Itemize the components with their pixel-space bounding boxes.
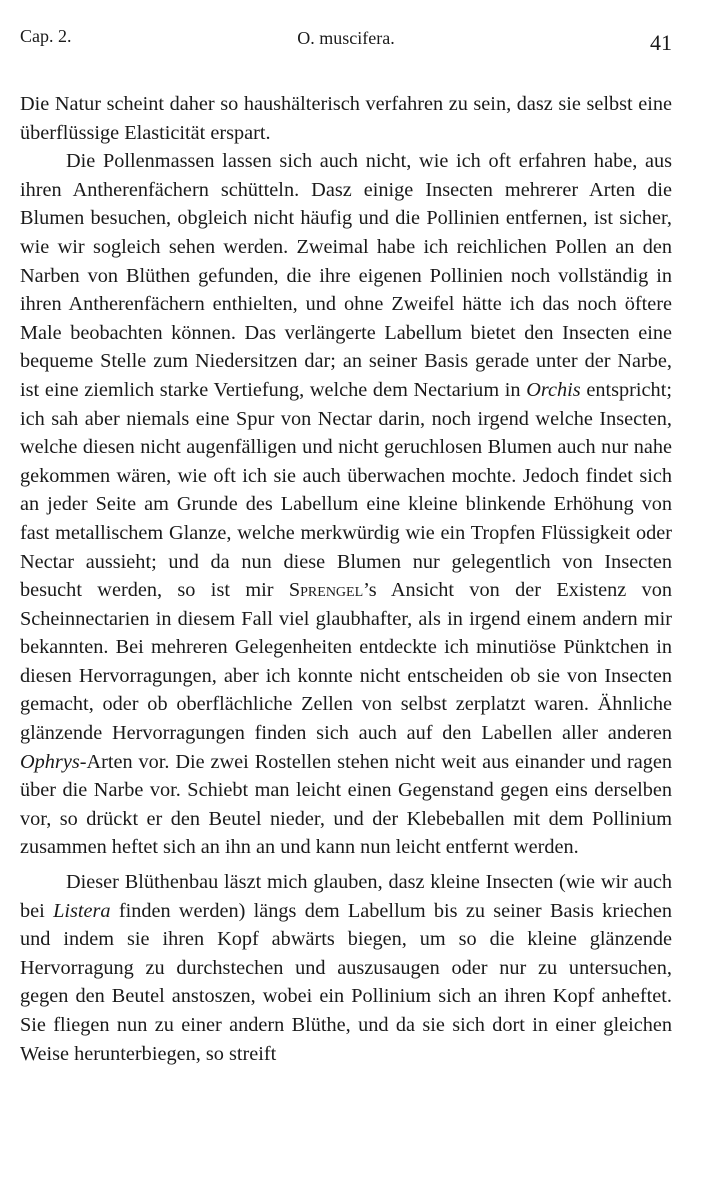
paragraph-2-part-1: Die Pollenmassen lassen sich auch nicht, wie ich oft erfahren habe, aus ihren Antherenfächern schütteln. Dasz einige Insecten mehrerer Arten die Blumen besuchen, obgleich nicht häufig und die Pollinien entfernen, ist sicher, wie wir sogleich sehen werden. Zweimal habe ich reichlichen Pollen an den Narben von Blüthen gefunden, die ihre eigenen Pollinien noch vollständig in ihren Antherenfächern enthielten, und ohne Zweifel hätte ich das noch öftere Male beobachten können. Das verlängerte Labellum bietet den Insecten eine bequeme Stelle zum Niedersitzen dar; an seiner Basis gerade unter der Narbe, ist eine ziemlich starke Vertiefung, welche dem Nectarium in xyxy=(20,150,672,401)
paragraph-3-part-1: Dieser Blüthenbau läszt mich glauben, dasz kleine Insecten (wie wir auch bei xyxy=(20,871,672,922)
running-header xyxy=(20,18,672,58)
paragraph-2-part-2: entspricht; ich sah aber niemals eine Spur von Nectar darin, noch irgend welche Insecten, welche diesen nicht augenfälligen und nicht geruchlosen Blumen auch nur nahe gekommen wären, wie oft ich sie auch überwachen mochte. Jedoch findet sich an jeder Seite am Grunde des Labellum eine kleine blinkende Erhöhung von fast metallischem Glanze, welche merkwürdig wie ein Tropfen Flüssigkeit oder Nectar aussieht; und da nun diese Blumen nur gelegentlich von Insecten besucht werden, so ist mir xyxy=(20,378,672,602)
genus-ophrys: Ophrys xyxy=(20,750,80,773)
genus-listera: Listera xyxy=(53,899,111,922)
paragraph-1: Die Natur scheint daher so haushälterisch verfahren zu sein, dasz sie selbst eine überflüssige Elasticität erspart. xyxy=(20,93,672,144)
paragraph-3-part-2: finden werden) längs dem Labellum bis zu seiner Basis kriechen und indem sie ihren Kopf abwärts biegen, um so die kleine glänzende Hervorragung zu durchstechen und auszusaugen oder nur zu untersuchen, gegen den Beutel anstoszen, wobei ein Pollinium sich an ihren Kopf anheftet. Sie fliegen nun zu einer andern Blüthe, und da sie sich dort in einer gleichen Weise herunterbiegen, so streift xyxy=(20,899,672,1065)
paragraph-2 xyxy=(20,147,672,862)
author-sprengel: Sprengel xyxy=(288,579,364,602)
section-title: O. muscifera. xyxy=(297,28,395,48)
paragraph-2-part-3: ’s Ansicht von der Existenz von Scheinnectarien in diesem Fall viel glaubhafter, als in irgend einem andern mir bekannten. Bei mehreren Gelegenheiten entdeckte ich minutiöse Pünktchen in diesen Hervorragungen, aber ich konnte nicht entscheiden ob sie von Insecten gemacht, oder ob oberflächliche Zellen von selbst zerplatzt waren. Ähnliche glänzende Hervorragungen finden sich auch auf den Labellen aller anderen xyxy=(20,579,672,745)
paragraph-2-part-4: -Arten vor. Die zwei Rostellen stehen nicht weit aus einander und ragen über die Narbe vor. Schiebt man leicht einen Gegenstand gegen eins derselben vor, so drückt er den Beutel nieder, und der Klebeballen mit dem Pollinium zusammen heftet sich an ihn an und kann nun leicht entfernt werden. xyxy=(20,750,672,859)
book-page xyxy=(20,18,672,1068)
paragraph-3 xyxy=(20,868,672,1068)
chapter-label: Cap. 2. xyxy=(20,26,72,46)
genus-orchis: Orchis xyxy=(526,378,581,401)
page-number: 41 xyxy=(650,30,672,55)
body-text xyxy=(20,90,672,1068)
